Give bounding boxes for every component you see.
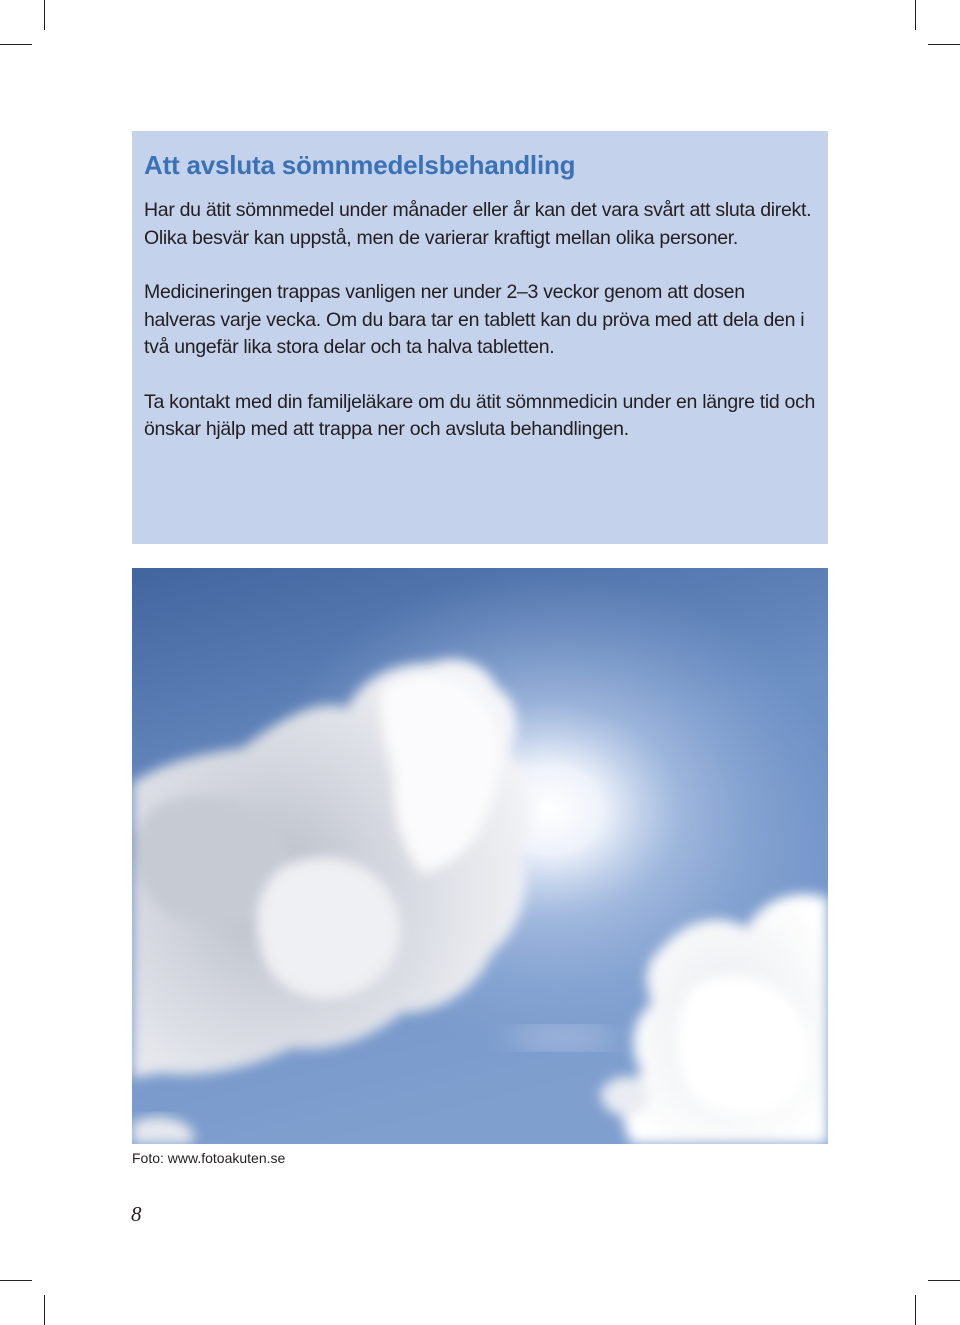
crop-mark-top-right-vertical — [915, 0, 916, 30]
photo-credit: Foto: www.fotoakuten.se — [132, 1150, 286, 1166]
crop-mark-bottom-right-vertical — [915, 1295, 916, 1325]
crop-mark-bottom-right-horizontal — [928, 1280, 960, 1281]
crop-mark-bottom-left-horizontal — [0, 1280, 32, 1281]
info-paragraph-3: Ta kontakt med din familjeläkare om du ätit sömnmedicin under en längre tid och önskar hjälp med att trappa ner och avsluta behandlingen. — [144, 390, 816, 440]
crop-mark-top-right-horizontal — [928, 44, 960, 45]
page-number: 8 — [131, 1202, 142, 1226]
info-paragraph-2: Medicineringen trappas vanligen ner under 2–3 veckor genom att dosen halveras varje vecka. Om du bara tar en tablett kan du pröva med att dela den i två ungefär lika stora delar och ta halva tabletten. — [144, 281, 805, 358]
info-box — [132, 131, 828, 544]
sky-photo — [132, 568, 828, 1144]
crop-mark-top-left-vertical — [44, 0, 45, 30]
info-paragraph-1: Har du ätit sömnmedel under månader eller år kan det vara svårt att sluta direkt. Olika besvär kan uppstå, men de varierar kraftigt mellan olika personer. — [144, 199, 812, 249]
info-box-title: Att avsluta sömnmedelsbehandling — [144, 150, 576, 180]
crop-mark-bottom-left-vertical — [44, 1295, 45, 1325]
crop-mark-top-left-horizontal — [0, 44, 32, 45]
cloud-wisp — [507, 1028, 617, 1048]
